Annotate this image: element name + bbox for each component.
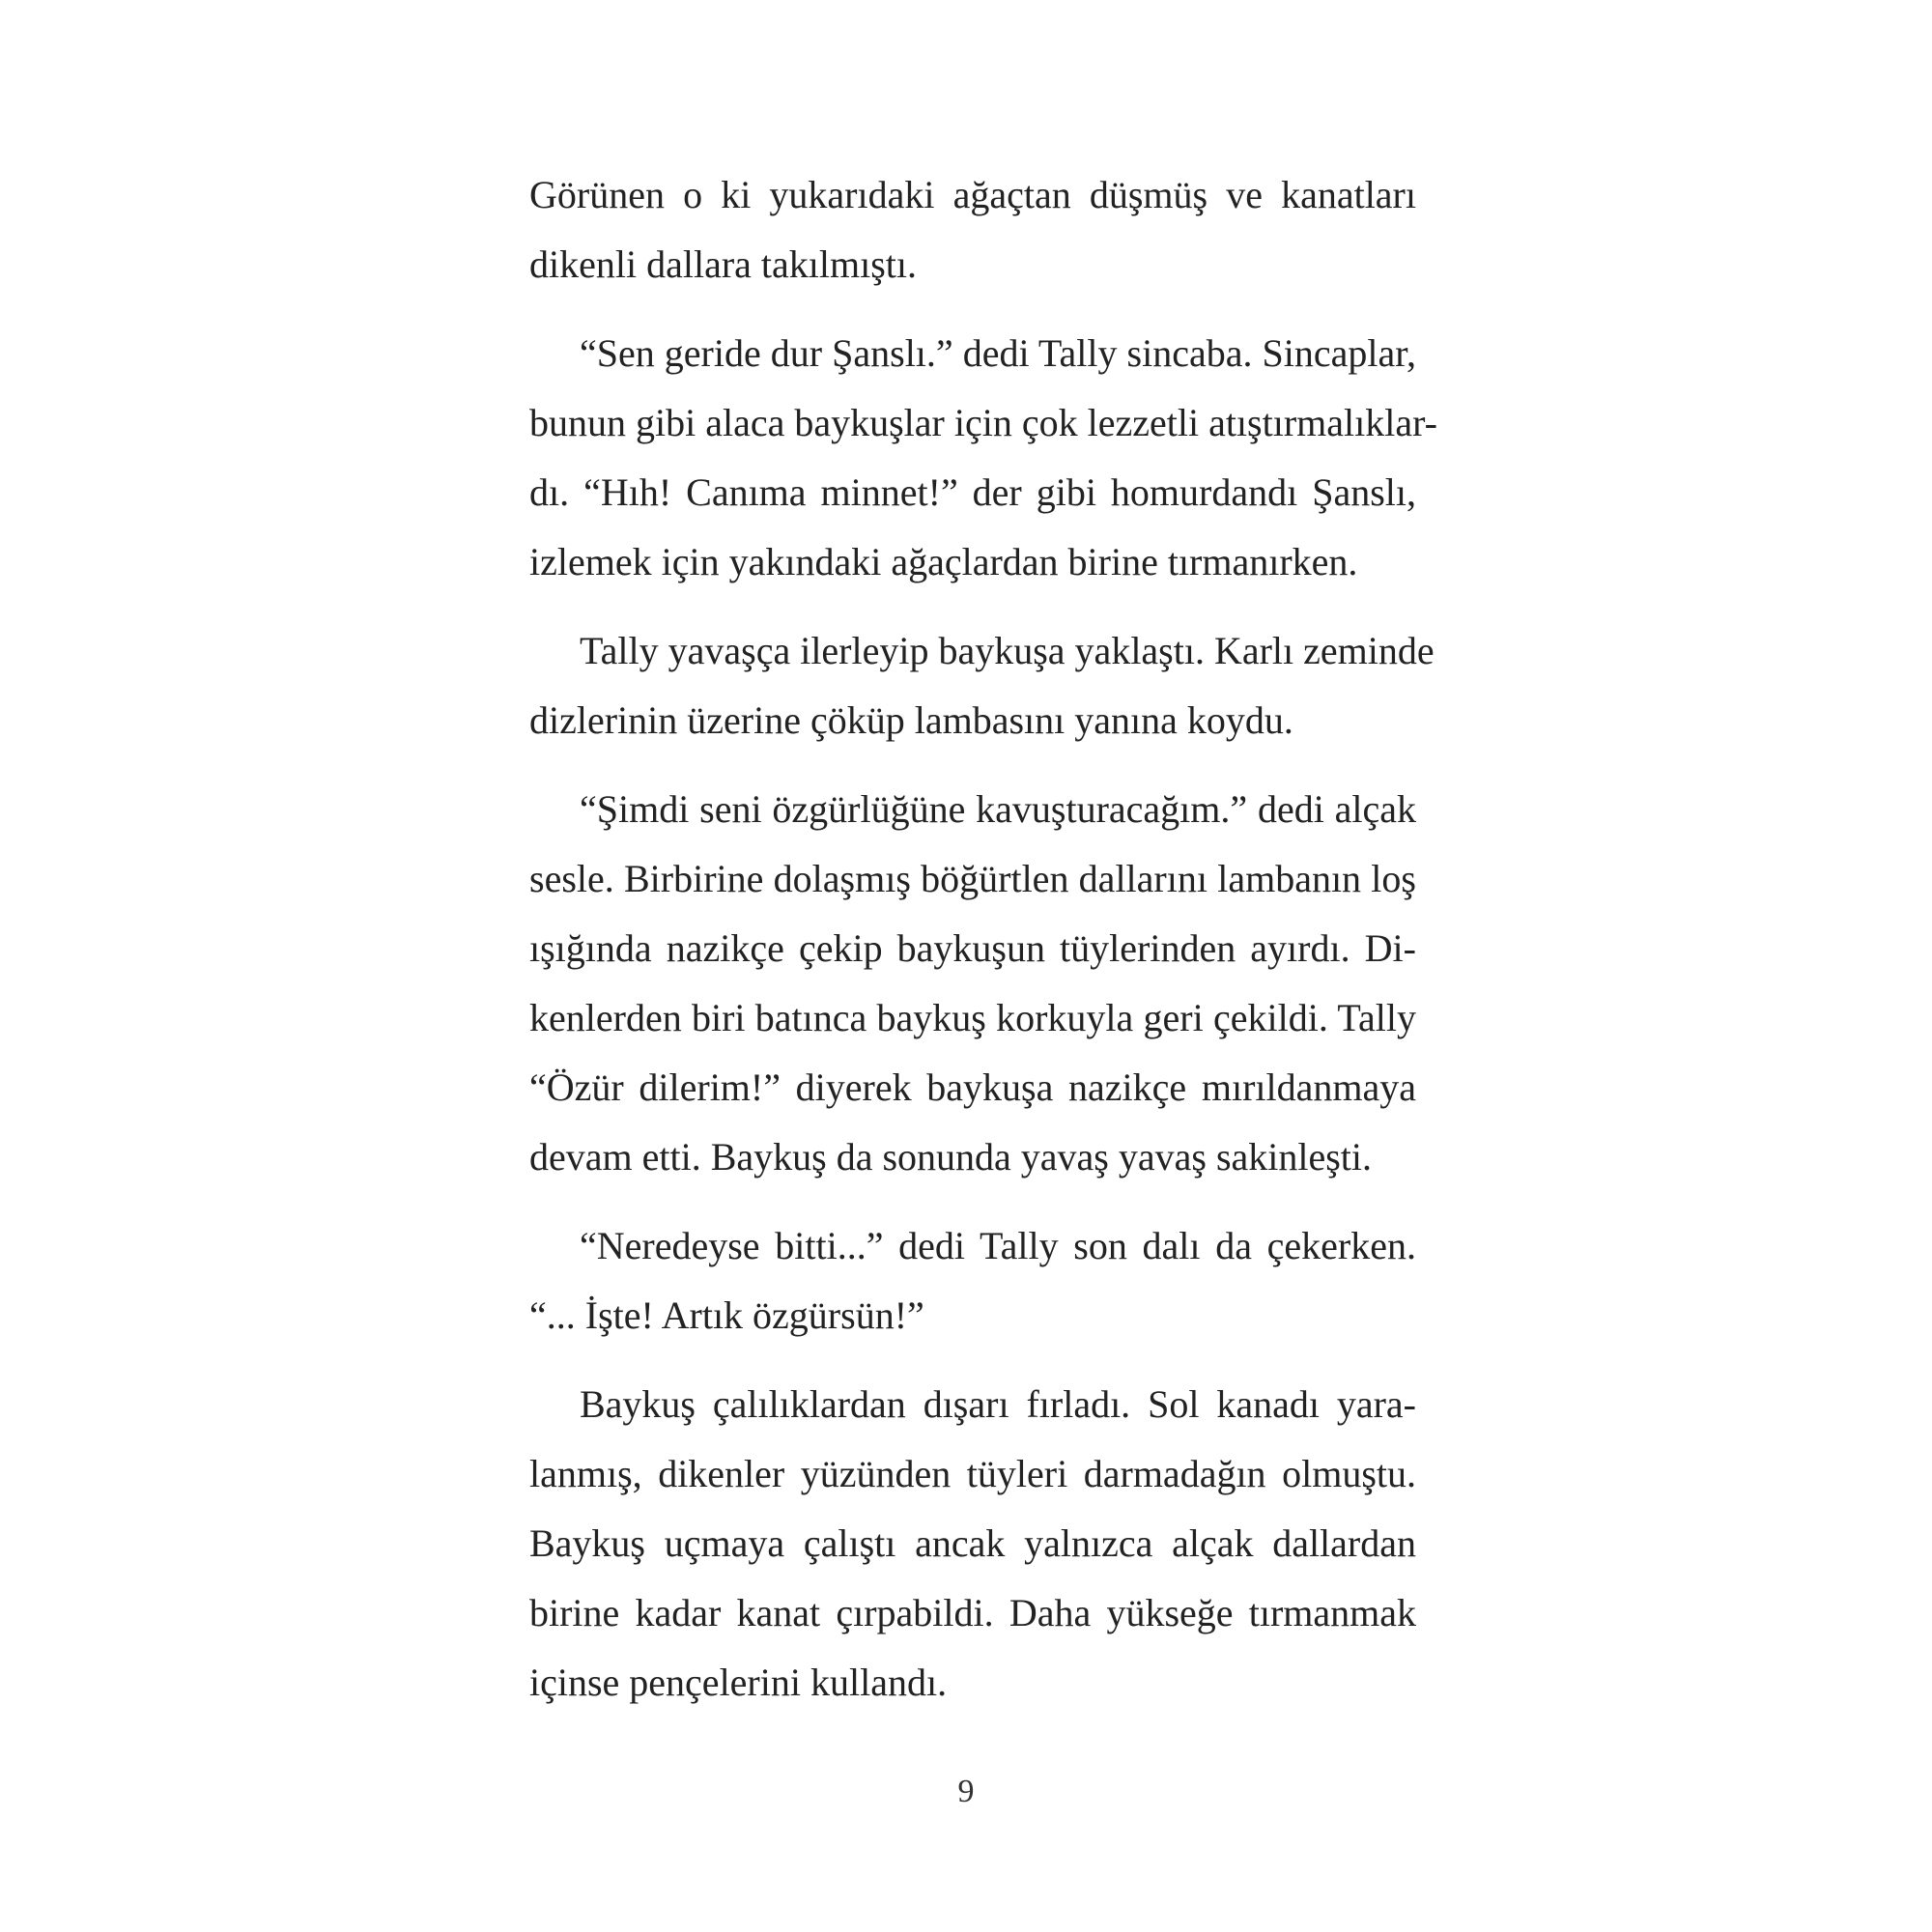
text-line: içinse pençelerini kullandı. [529, 1661, 948, 1704]
text-line: “Özür dilerim!” diyerek baykuşa nazikçe mırıldanmaya [529, 1065, 1416, 1109]
text-line: dikenli dallara takılmıştı. [529, 242, 918, 286]
text-line: “Şimdi seni özgürlüğüne kavuşturacağım.” dedi alçak [580, 787, 1416, 831]
text-line: “... İşte! Artık özgürsün!” [529, 1293, 924, 1337]
text-line: devam etti. Baykuş da sonunda yavaş yavaş sakinleşti. [529, 1135, 1373, 1179]
paragraph-2 [529, 319, 1437, 597]
text-line: “Neredeyse bitti...” dedi Tally son dalı da çekerken. [580, 1224, 1416, 1267]
text-line: dizlerinin üzerine çöküp lambasını yanına koydu. [529, 698, 1293, 742]
text-line: birine kadar kanat çırpabildi. Daha yükseğe tırmanmak [529, 1591, 1416, 1634]
body-text [529, 160, 1437, 1718]
text-line: kenlerden biri batınca baykuş korkuyla geri çekildi. Tally [529, 996, 1416, 1039]
text-line: “Sen geride dur Şanslı.” dedi Tally sincaba. Sincaplar, [580, 331, 1416, 375]
text-line: dı. “Hıh! Canıma minnet!” der gibi homurdandı Şanslı, [529, 470, 1416, 514]
paragraph-1 [529, 160, 1416, 299]
text-line: sesle. Birbirine dolaşmış böğürtlen dallarını lambanın loş [529, 857, 1416, 900]
paragraph-3 [529, 616, 1435, 755]
paragraph-5 [529, 1211, 1416, 1350]
text-line: bunun gibi alaca baykuşlar için çok lezzetli atıştırmalıklar- [529, 401, 1437, 444]
text-line: Tally yavaşça ilerleyip baykuşa yaklaştı. Karlı zeminde [580, 629, 1435, 672]
paragraph-6 [529, 1370, 1416, 1718]
text-line: Baykuş çalılıklardan dışarı fırladı. Sol kanadı yara- [580, 1382, 1416, 1426]
text-line: Görünen o ki yukarıdaki ağaçtan düşmüş ve kanatları [529, 173, 1416, 216]
page-number: 9 [957, 1774, 975, 1809]
text-line: lanmış, dikenler yüzünden tüyleri darmadağın olmuştu. [529, 1452, 1416, 1495]
text-line: ışığında nazikçe çekip baykuşun tüylerinden ayırdı. Di- [529, 926, 1416, 970]
text-line: izlemek için yakındaki ağaçlardan birine tırmanırken. [529, 540, 1358, 583]
text-line: Baykuş uçmaya çalıştı ancak yalnızca alçak dallardan [529, 1521, 1416, 1565]
paragraph-4 [529, 775, 1416, 1192]
